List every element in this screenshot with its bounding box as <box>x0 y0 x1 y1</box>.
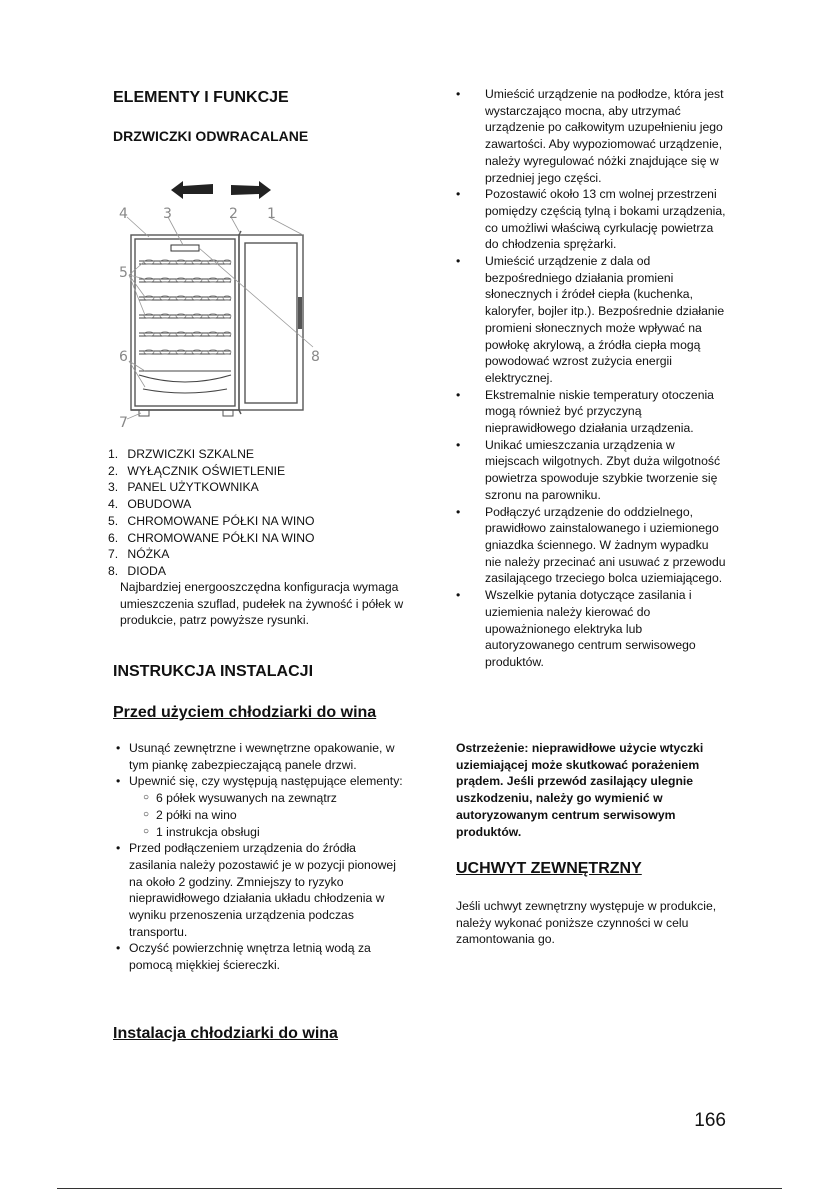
part-number: 2. <box>108 463 119 478</box>
door-reversal-arrows <box>171 181 271 199</box>
configuration-note: Najbardziej energooszczędna konfiguracja wymaga umieszczenia szuflad, pudełek na żywność i półek w produkcie, patrz powyższe rysunki. <box>120 580 404 628</box>
before-use-list-container <box>113 740 403 974</box>
section-title-installation: INSTRUKCJA INSTALACJI <box>113 663 314 680</box>
sub-list-item-text: 1 instrukcja obsługi <box>156 824 260 839</box>
callout-4: 4 <box>119 206 128 222</box>
list-item <box>456 504 728 588</box>
parts-list-item <box>108 479 418 496</box>
part-number: 6. <box>108 530 119 545</box>
sub-list-item <box>143 790 403 807</box>
list-item-text: Podłączyć urządzenie do oddzielnego, prawidłowo zainstalowanego i uziemionego gniazdka ściennego. W żadnym wypadku nie należy przecinać ani usuwać z przewodu zasilającego trzeciego bolca uziemiającego. <box>485 504 726 586</box>
callout-1: 1 <box>267 206 276 222</box>
subsection-title-doors: DRZWICZKI ODWRACALANE <box>113 128 309 144</box>
sub-list-item <box>143 824 403 841</box>
footer-divider <box>57 1188 782 1189</box>
foot-right <box>223 410 233 416</box>
parts-list-item <box>108 546 418 563</box>
sub-list <box>129 790 403 840</box>
wine-cooler-drawing <box>113 175 328 430</box>
section-title-elements: ELEMENTY I FUNKCJE <box>113 89 289 106</box>
door-handle <box>298 297 302 329</box>
list-item <box>113 940 403 973</box>
list-item <box>456 253 728 387</box>
callout-7: 7 <box>119 415 128 430</box>
subsection-title-installation: Instalacja chłodziarki do wina <box>113 1025 338 1042</box>
parts-list-item <box>108 446 418 463</box>
wine-shelves <box>139 261 231 393</box>
list-item-text: Upewnić się, czy występują następujące elementy: <box>129 774 403 789</box>
callout-2: 2 <box>229 206 238 222</box>
part-label: DRZWICZKI SZKALNE <box>127 447 255 461</box>
list-item <box>456 437 728 504</box>
wine-cooler-diagram <box>113 175 328 430</box>
callout-3: 3 <box>163 206 172 222</box>
callout-6: 6 <box>119 349 128 365</box>
list-item-text: Przed podłączeniem urządzenia do źródła zasilania należy pozostawić je w pozycji pionowej na około 2 godziny. Zmniejszy to ryzyko nieprawidłowego działania układu chłodzenia w wyniku przenoszenia urządzenia podczas transportu. <box>129 841 396 939</box>
list-item <box>456 186 728 253</box>
list-item <box>456 587 728 671</box>
user-panel-shape <box>171 245 199 251</box>
part-number: 1. <box>108 447 119 461</box>
callout-5: 5 <box>119 265 128 281</box>
parts-list <box>108 446 418 580</box>
list-item <box>113 840 403 940</box>
before-use-list <box>113 740 403 974</box>
part-number: 3. <box>108 480 119 495</box>
list-item-text: Usunąć zewnętrzne i wewnętrzne opakowanie, w tym piankę zabezpieczającą panele drzwi. <box>129 741 395 772</box>
part-label: OBUDOWA <box>127 497 192 512</box>
installation-steps-list <box>456 86 728 671</box>
sub-list-item <box>143 807 403 824</box>
parts-list-item <box>108 463 418 480</box>
list-item-text: Umieścić urządzenie na podłodze, która jest wystarczająco mocna, aby utrzymać urządzenie po całkowitym uzupełnieniu jego zawartości. Aby wypoziomować urządzenie, należy wyregulować nóżki znajdujące się w przedniej jego części. <box>485 87 724 185</box>
list-item-text: Ekstremalnie niskie temperatury otoczenia mogą również być przyczyną nieprawidłowego działania urządzenia. <box>485 387 714 436</box>
list-item-text: Unikać umieszczania urządzenia w miejscach wilgotnych. Zbyt duża wilgotność powietrza spowoduje szybkie tworzenie się szronu na parowniku. <box>485 437 721 502</box>
subsection-title-external-handle: UCHWYT ZEWNĘTRZNY <box>456 860 642 877</box>
part-number: 8. <box>108 563 119 578</box>
part-label: PANEL UŻYTKOWNIKA <box>127 480 259 495</box>
parts-list-item <box>108 563 418 580</box>
part-label: WYŁĄCZNIK OŚWIETLENIE <box>127 463 286 478</box>
list-item-text: Oczyść powierzchnię wnętrza letnią wodą za pomocą miękkiej ściereczki. <box>129 941 371 973</box>
part-number: 4. <box>108 497 119 512</box>
sub-list-item-text: 6 półek wysuwanych na zewnątrz <box>156 791 337 806</box>
callout-8: 8 <box>311 349 320 365</box>
bottle-rows <box>144 260 231 354</box>
subsection-title-before-use: Przed użyciem chłodziarki do wina <box>113 704 377 721</box>
list-item <box>113 740 403 773</box>
part-number: 5. <box>108 513 119 528</box>
handle-instructions: Jeśli uchwyt zewnętrzny występuje w produkcie, należy wykonać poniższe czynności w celu zamontowania go. <box>456 899 717 947</box>
list-item-text: Umieścić urządzenie z dala od bezpośredniego działania promieni słonecznych i źródeł ciepła (kuchenka, kaloryfer, bojler itp.). Bezpośrednie działanie promieni słonecznych może wpływać na powłokę akrylową, a źródła ciepła mogą powodować wzrost zużycia energii elektrycznej. <box>485 254 725 385</box>
list-item <box>456 86 728 186</box>
parts-list-item <box>108 530 418 547</box>
page-number: 166 <box>694 1110 726 1131</box>
list-item-text: Wszelkie pytania dotyczące zasilania i uziemienia należy kierować do upoważnionego elektryka lub autoryzowanego centrum serwisowego produktów. <box>485 588 696 669</box>
sub-list-item-text: 2 półki na wino <box>156 807 237 822</box>
part-label: NÓŻKA <box>127 547 170 562</box>
list-item <box>456 387 728 437</box>
part-number: 7. <box>108 547 119 562</box>
part-label: CHROMOWANE PÓŁKI NA WINO <box>127 513 315 528</box>
list-item-text: Pozostawić około 13 cm wolnej przestrzeni pomiędzy częścią tylną i bokami urządzenia, co umożliwi właściwą cyrkulację powietrza do chłodzenia sprężarki. <box>485 187 726 252</box>
part-label: CHROMOWANE PÓŁKI NA WINO <box>127 530 315 545</box>
glass-door <box>239 231 303 414</box>
warning-text: Ostrzeżenie: nieprawidłowe użycie wtyczki uziemiającej może skutkować porażeniem prądem. Jeśli przewód zasilający ulegnie uszkodzeniu, należy go wymienić w autoryzowanym centrum serwisowym produktów. <box>456 741 704 839</box>
part-label: DIODA <box>127 563 166 578</box>
parts-list-item <box>108 513 418 530</box>
list-item <box>113 773 403 840</box>
parts-list-item <box>108 496 418 513</box>
